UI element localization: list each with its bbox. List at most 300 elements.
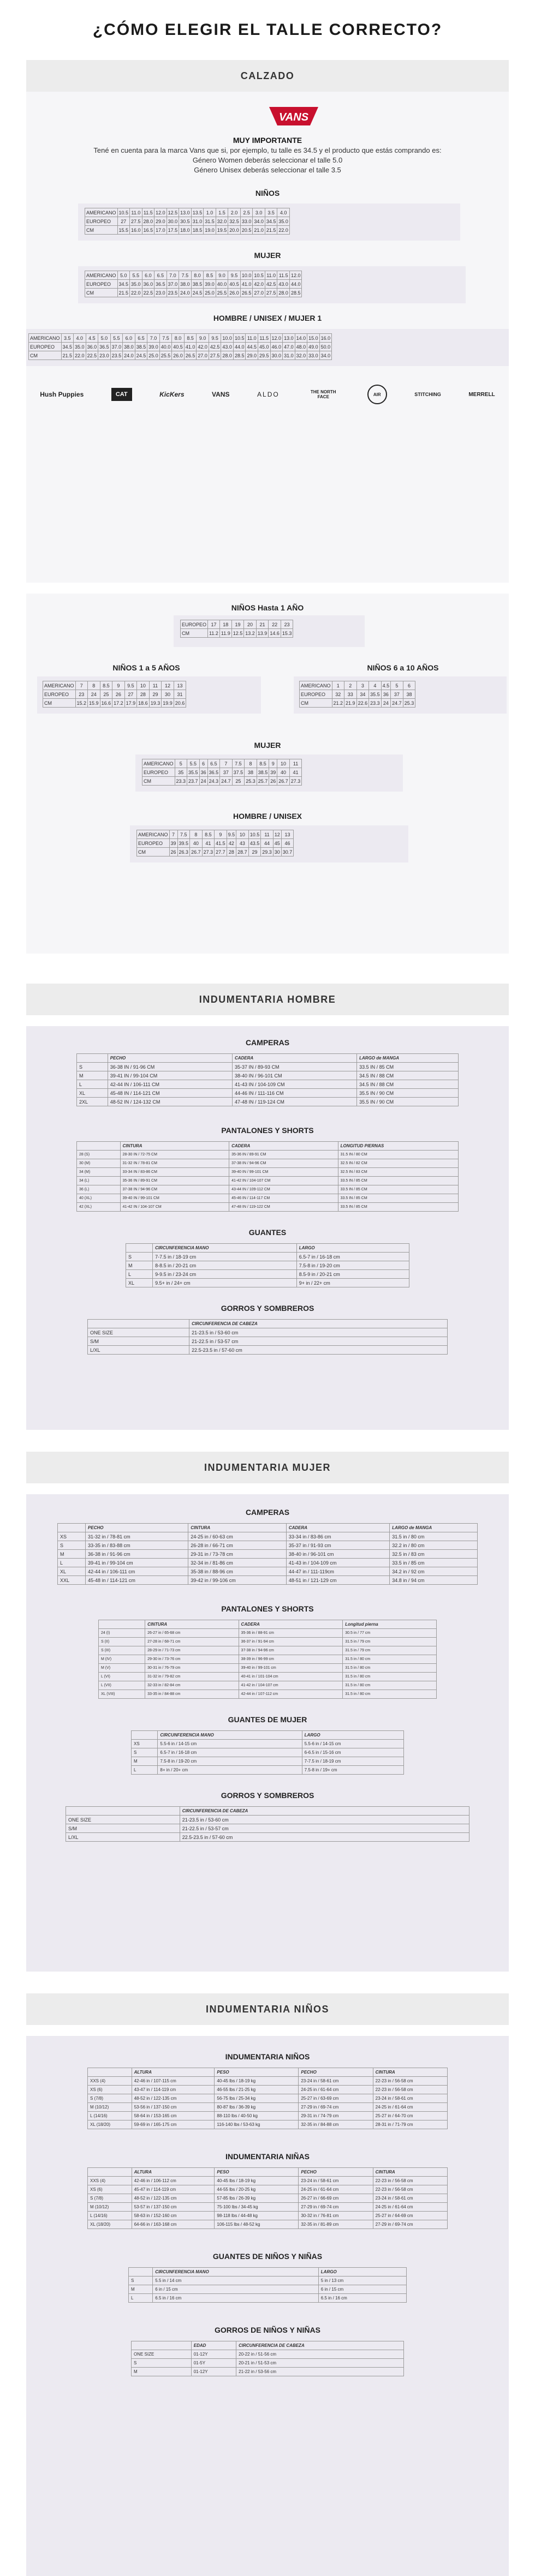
table-row bbox=[85, 226, 290, 235]
table-cell: 23.3 bbox=[175, 777, 187, 786]
table-cell: 27 bbox=[117, 217, 130, 226]
section-header-mujer: INDUMENTARIA MUJER bbox=[26, 1452, 509, 1483]
table-row bbox=[58, 1559, 478, 1567]
table-cell: S/M bbox=[66, 1824, 180, 1833]
column-header: CADERA bbox=[232, 1054, 356, 1063]
table-cell: 39 bbox=[269, 768, 277, 777]
table-cell: 8.0 bbox=[191, 271, 204, 280]
table-cell: 24.7 bbox=[391, 699, 403, 708]
table-cell: 8.5-9 in / 20-21 cm bbox=[296, 1270, 409, 1279]
table-row bbox=[88, 2077, 448, 2086]
column-header: PECHO bbox=[299, 2168, 373, 2177]
table-cell: 29-31 in / 73-78 cm bbox=[188, 1550, 287, 1559]
table-cell: 25-27 in / 64-70 cm bbox=[373, 2112, 447, 2120]
column-header: ALTURA bbox=[132, 2068, 215, 2077]
table-cell: 35.5 IN / 90 CM bbox=[357, 1098, 459, 1106]
table-row bbox=[66, 1833, 469, 1842]
note-line: Género Unisex deberás seleccionar el talle 3.5 bbox=[194, 166, 341, 174]
table-cell: 31.5 in / 80 cm bbox=[343, 1655, 437, 1664]
table-cell: 25.3 bbox=[403, 699, 415, 708]
pantalones-table bbox=[76, 1141, 459, 1212]
table-cell: 27.3 bbox=[202, 848, 215, 856]
table-cell: 5 bbox=[391, 681, 403, 690]
table-cell: 3 bbox=[356, 681, 369, 690]
table-cell: 1 bbox=[332, 681, 344, 690]
table-cell: 34.8 in / 94 cm bbox=[390, 1576, 478, 1585]
table-cell: 38-40 IN / 96-101 CM bbox=[232, 1071, 356, 1080]
table-cell: 33.0 bbox=[307, 351, 320, 360]
table-cell: 39-40 IN / 99-101 CM bbox=[120, 1194, 229, 1203]
table-cell: 19.0 bbox=[204, 226, 216, 235]
table-cell: 28-31 in / 71-79 cm bbox=[373, 2120, 447, 2129]
table-cell: 8+ in / 20+ cm bbox=[158, 1766, 302, 1775]
gorros-title: GORROS DE NIÑOS Y NIÑAS bbox=[215, 2326, 320, 2334]
table-row bbox=[43, 699, 186, 708]
table-row bbox=[58, 1541, 478, 1550]
table-cell: 12.0 bbox=[270, 334, 283, 343]
guantes-table bbox=[126, 1243, 409, 1287]
table-cell: 44.0 bbox=[289, 280, 302, 289]
table-cell: 31.5 in / 80 cm bbox=[390, 1532, 478, 1541]
table-cell: 46.0 bbox=[270, 343, 283, 351]
table-cell: 34 (M) bbox=[77, 1168, 121, 1177]
table-cell: 41-42 IN / 104-107 CM bbox=[120, 1203, 229, 1212]
table-cell: 31-32 IN / 78-81 CM bbox=[120, 1159, 229, 1168]
table-cell: 34.5 IN / 88 CM bbox=[357, 1080, 459, 1089]
table-cell: 36 bbox=[199, 768, 207, 777]
ninos-ropa-table bbox=[87, 2068, 448, 2129]
table-cell: S (7/8) bbox=[88, 2194, 132, 2203]
table-cell: 28-30 IN / 72-75 CM bbox=[120, 1151, 229, 1159]
table-cell: 19 bbox=[231, 620, 244, 629]
column-header: EDAD bbox=[191, 2341, 236, 2350]
row-label: AMERICANO bbox=[85, 208, 118, 217]
hombre-panel bbox=[26, 1026, 509, 1430]
table-cell: 88-110 lbs / 40-50 kg bbox=[215, 2112, 299, 2120]
hasta1-table bbox=[180, 620, 293, 638]
row-label: AMERICANO bbox=[300, 681, 332, 690]
table-row bbox=[137, 830, 294, 839]
table-cell: 45-48 in / 114-121 cm bbox=[86, 1576, 188, 1585]
table-cell: 14.6 bbox=[269, 629, 281, 638]
brand-logo: AIR bbox=[367, 385, 387, 404]
table-cell: 34.5 bbox=[265, 217, 277, 226]
table-row bbox=[43, 690, 186, 699]
table-cell: 4.5 bbox=[86, 334, 98, 343]
table-cell: 98-118 lbs / 44-48 kg bbox=[215, 2212, 299, 2220]
table-cell: 37.0 bbox=[110, 343, 123, 351]
table-cell: 11 bbox=[149, 681, 162, 690]
table-cell: 26.0 bbox=[228, 289, 241, 297]
table-cell: 1.5 bbox=[216, 208, 228, 217]
table-cell: 4.0 bbox=[277, 208, 290, 217]
table-cell: 12.5 bbox=[231, 629, 244, 638]
table-row bbox=[29, 334, 332, 343]
table-cell: 11.5 bbox=[258, 334, 271, 343]
table-cell: 6.5 bbox=[207, 759, 220, 768]
table-cell: 31.5 bbox=[204, 217, 216, 226]
table-cell: 29 bbox=[149, 690, 162, 699]
table-cell: 20.5 bbox=[240, 226, 253, 235]
column-header: PESO bbox=[215, 2168, 299, 2177]
row-label: CM bbox=[43, 699, 76, 708]
table-row bbox=[126, 1270, 409, 1279]
table-row bbox=[132, 2368, 404, 2376]
table-cell: 42.0 bbox=[253, 280, 265, 289]
table-cell: 34.5 IN / 88 CM bbox=[357, 1071, 459, 1080]
table-cell: 19.5 bbox=[216, 226, 228, 235]
table-cell: XL bbox=[58, 1567, 86, 1576]
hombre-table bbox=[28, 333, 332, 360]
column-header: PESO bbox=[215, 2068, 299, 2077]
table-cell: 27.0 bbox=[197, 351, 209, 360]
table-cell: 42 (XL) bbox=[77, 1203, 121, 1212]
table-cell: M bbox=[129, 2285, 153, 2294]
table-cell: 22-23 in / 56-58 cm bbox=[373, 2077, 447, 2086]
table-row bbox=[88, 2203, 448, 2212]
ninos-card bbox=[78, 203, 460, 241]
table-cell: 15.3 bbox=[281, 629, 293, 638]
table-cell: 39.0 bbox=[147, 343, 160, 351]
table-cell: 15.0 bbox=[307, 334, 320, 343]
table-cell: 29.5 bbox=[258, 351, 271, 360]
table-cell: 45-47 in / 114-119 cm bbox=[132, 2185, 215, 2194]
table-cell: 38.0 bbox=[123, 343, 135, 351]
table-cell: XL (18/20) bbox=[88, 2220, 132, 2229]
table-cell: S/M bbox=[88, 1337, 189, 1346]
table-cell: 42-46 in / 107-115 cm bbox=[132, 2077, 215, 2086]
table-row bbox=[99, 1673, 437, 1681]
table-cell: 24.0 bbox=[123, 351, 135, 360]
table-row bbox=[181, 629, 293, 638]
table-cell: 30.5 bbox=[179, 217, 192, 226]
table-cell: 33.0 bbox=[240, 217, 253, 226]
table-cell: M bbox=[126, 1261, 153, 1270]
section-header-ninos: INDUMENTARIA NIÑOS bbox=[26, 1993, 509, 2025]
table-row bbox=[77, 1177, 459, 1185]
table-cell: 2.5 bbox=[240, 208, 253, 217]
table-cell: 40.0 bbox=[216, 280, 228, 289]
table-cell: 4.5 bbox=[381, 681, 391, 690]
table-cell: 32 bbox=[332, 690, 344, 699]
table-cell: XXL bbox=[58, 1576, 86, 1585]
table-row bbox=[85, 271, 302, 280]
row-label: CM bbox=[142, 777, 175, 786]
table-header-row bbox=[66, 1807, 469, 1816]
table-cell: M (IV) bbox=[99, 1655, 145, 1664]
table-cell: 18.5 bbox=[191, 226, 204, 235]
table-cell: 31.0 bbox=[283, 351, 295, 360]
table-cell: 3.0 bbox=[253, 208, 265, 217]
table-cell: 45 bbox=[273, 839, 281, 848]
row-label: EUROPEO bbox=[29, 343, 62, 351]
table-cell: 41.0 bbox=[184, 343, 197, 351]
calzado-panel bbox=[26, 92, 509, 583]
table-cell: 48-52 IN / 124-132 CM bbox=[108, 1098, 232, 1106]
table-cell: 24 bbox=[381, 699, 391, 708]
table-cell: 26.7 bbox=[190, 848, 203, 856]
table-cell: 11 bbox=[289, 759, 302, 768]
table-cell: L/XL bbox=[66, 1833, 180, 1842]
table-cell: 5.5-6 in / 14-15 cm bbox=[158, 1740, 302, 1748]
camperas-title: CAMPERAS bbox=[245, 1038, 290, 1047]
table-cell: 41.0 bbox=[240, 280, 253, 289]
svg-text:VANS: VANS bbox=[278, 111, 309, 123]
table-cell: 20-21 in / 51-53 cm bbox=[236, 2359, 404, 2368]
table-cell: 20.6 bbox=[174, 699, 186, 708]
table-cell: 22.6 bbox=[356, 699, 369, 708]
table-cell: 8.5 bbox=[202, 830, 215, 839]
table-cell: 12.5 bbox=[167, 208, 179, 217]
table-cell: 35-37 IN / 89-93 CM bbox=[232, 1063, 356, 1071]
camperas-title: CAMPERAS bbox=[245, 1508, 290, 1517]
table-cell: 44.5 bbox=[246, 343, 258, 351]
table-row bbox=[129, 2277, 407, 2285]
table-cell: 43.5 bbox=[248, 839, 261, 848]
table-cell: L bbox=[129, 2294, 153, 2303]
table-cell: 48-52 in / 122-135 cm bbox=[132, 2194, 215, 2203]
table-header-row bbox=[77, 1054, 459, 1063]
table-cell: L bbox=[126, 1270, 153, 1279]
table-cell: 26.5 bbox=[240, 289, 253, 297]
table-cell: 36.0 bbox=[142, 280, 154, 289]
gorros-title: GORROS Y SOMBREROS bbox=[221, 1304, 314, 1313]
table-row bbox=[85, 280, 302, 289]
table-cell: 9 bbox=[215, 830, 227, 839]
table-row bbox=[88, 2185, 448, 2194]
table-cell: 25.0 bbox=[147, 351, 160, 360]
table-cell: 57-85 lbs / 26-39 kg bbox=[215, 2194, 299, 2203]
table-cell: 27.5 bbox=[265, 289, 277, 297]
table-cell: 16.5 bbox=[142, 226, 154, 235]
ninos-panel bbox=[26, 2036, 509, 2576]
table-cell: S (III) bbox=[99, 1646, 145, 1655]
table-cell: 25.7 bbox=[257, 777, 269, 786]
table-cell: 23.0 bbox=[98, 351, 111, 360]
hombre2-table bbox=[136, 830, 294, 856]
table-cell: S bbox=[132, 1748, 158, 1757]
table-header-row bbox=[88, 2168, 448, 2177]
camperas-table bbox=[76, 1053, 459, 1106]
column-header bbox=[132, 1731, 158, 1740]
table-cell: 45-48 IN / 114-121 CM bbox=[108, 1089, 232, 1098]
table-cell: 24-25 in / 61-64 cm bbox=[299, 2185, 373, 2194]
ninos-title: NIÑOS bbox=[255, 189, 280, 197]
table-cell: 20 bbox=[244, 620, 257, 629]
table-row bbox=[132, 1740, 404, 1748]
table-cell: 47.0 bbox=[283, 343, 295, 351]
table-cell: 33.5 IN / 85 CM bbox=[338, 1185, 458, 1194]
table-cell: 24-25 in / 61-64 cm bbox=[373, 2103, 447, 2112]
table-cell: 21.9 bbox=[344, 699, 357, 708]
table-row bbox=[126, 1279, 409, 1287]
table-row bbox=[88, 2094, 448, 2103]
table-cell: 24-25 in / 61-64 cm bbox=[373, 2203, 447, 2212]
table-cell: 37 bbox=[220, 768, 233, 777]
table-cell: 26-28 in / 66-71 cm bbox=[188, 1541, 287, 1550]
brand-logo: KicKers bbox=[159, 391, 185, 398]
table-cell: 8 bbox=[88, 681, 100, 690]
table-cell: 28.0 bbox=[221, 351, 234, 360]
table-cell: 8.5 bbox=[257, 759, 269, 768]
row-label: CM bbox=[181, 629, 208, 638]
table-cell: 32.2 in / 80 cm bbox=[390, 1541, 478, 1550]
table-cell: S (II) bbox=[99, 1638, 145, 1646]
gorros-table bbox=[87, 1319, 448, 1355]
pantalones-title: PANTALONES Y SHORTS bbox=[221, 1126, 314, 1135]
table-cell: 13.5 bbox=[191, 208, 204, 217]
table-cell: 56-75 lbs / 25-34 kg bbox=[215, 2094, 299, 2103]
table-cell: 6 bbox=[403, 681, 415, 690]
table-cell: 35.5 bbox=[369, 690, 382, 699]
row-label: AMERICANO bbox=[85, 271, 118, 280]
table-cell: S bbox=[77, 1063, 108, 1071]
column-header: LARGO bbox=[296, 1244, 409, 1253]
table-row bbox=[77, 1080, 459, 1089]
table-cell: 7.0 bbox=[147, 334, 160, 343]
table-cell: 13.2 bbox=[244, 629, 257, 638]
table-row bbox=[77, 1168, 459, 1177]
column-header bbox=[126, 1244, 153, 1253]
table-cell: 21.5 bbox=[265, 226, 277, 235]
table-cell: 36 bbox=[381, 690, 391, 699]
table-row bbox=[137, 848, 294, 856]
table-cell: 10.5 bbox=[248, 830, 261, 839]
table-cell: 38.5 bbox=[257, 768, 269, 777]
table-cell: L bbox=[77, 1080, 108, 1089]
table-cell: 28 (S) bbox=[77, 1151, 121, 1159]
table-cell: 12 bbox=[273, 830, 281, 839]
table-row bbox=[88, 1328, 448, 1337]
table-cell: 25.0 bbox=[204, 289, 216, 297]
table-cell: 25-27 in / 64-69 cm bbox=[373, 2212, 447, 2220]
row-label: EUROPEO bbox=[85, 280, 118, 289]
table-cell: 25 bbox=[232, 777, 245, 786]
table-cell: 36-38 in / 91-96 cm bbox=[86, 1550, 188, 1559]
table-cell: XS bbox=[132, 1740, 158, 1748]
column-header: CIRCUNFERENCIA DE CABEZA bbox=[236, 2341, 404, 2350]
table-cell: S bbox=[126, 1253, 153, 1261]
row-label: EUROPEO bbox=[137, 839, 170, 848]
table-cell: 23 bbox=[75, 690, 88, 699]
column-header: LARGO de MANGA bbox=[390, 1524, 478, 1532]
table-row bbox=[77, 1071, 459, 1080]
table-cell: L (14/16) bbox=[88, 2112, 132, 2120]
brand-logo: CAT bbox=[111, 388, 132, 401]
table-cell: 27-29 in / 69-74 cm bbox=[299, 2203, 373, 2212]
table-cell: 44-55 lbs / 20-25 kg bbox=[215, 2185, 299, 2194]
table-cell: 35.0 bbox=[130, 280, 142, 289]
table-cell: 10.5 bbox=[117, 208, 130, 217]
table-cell: 01-5Y bbox=[191, 2359, 236, 2368]
table-cell: 7.5 bbox=[177, 830, 190, 839]
table-cell: 7 bbox=[169, 830, 177, 839]
table-cell: 29.0 bbox=[154, 217, 167, 226]
table-cell: 7.5 bbox=[159, 334, 172, 343]
table-cell: 8-8.5 in / 20-21 cm bbox=[153, 1261, 297, 1270]
table-cell: 34 (L) bbox=[77, 1177, 121, 1185]
table-cell: 33.5 IN / 85 CM bbox=[338, 1194, 458, 1203]
table-cell: 39-40 IN / 99-101 CM bbox=[229, 1168, 338, 1177]
column-header bbox=[99, 1620, 145, 1629]
table-cell: 23.7 bbox=[187, 777, 200, 786]
guantes-title: GUANTES bbox=[248, 1228, 287, 1237]
table-cell: 25.5 bbox=[216, 289, 228, 297]
table-cell: 6.5 in / 16 cm bbox=[153, 2294, 319, 2303]
table-cell: M bbox=[132, 1757, 158, 1766]
table-cell: 7-7.5 in / 18-19 cm bbox=[153, 1253, 297, 1261]
table-cell: 12 bbox=[162, 681, 174, 690]
table-cell: 28.7 bbox=[236, 848, 249, 856]
table-cell: 34.2 in / 92 cm bbox=[390, 1567, 478, 1576]
table-row bbox=[129, 2294, 407, 2303]
table-cell: M (V) bbox=[99, 1664, 145, 1673]
table-cell: 80-87 lbs / 36-39 kg bbox=[215, 2103, 299, 2112]
table-cell: 23.5 bbox=[110, 351, 123, 360]
table-cell: 23 bbox=[281, 620, 293, 629]
table-cell: 13 bbox=[174, 681, 186, 690]
table-cell: 28.5 bbox=[289, 289, 302, 297]
table-cell: 28 bbox=[137, 690, 150, 699]
table-cell: 42 bbox=[227, 839, 236, 848]
table-cell: 17 bbox=[208, 620, 220, 629]
table-cell: 116-140 lbs / 53-63 kg bbox=[215, 2120, 299, 2129]
table-cell: 23-24 in / 58-61 cm bbox=[299, 2077, 373, 2086]
table-cell: 29-30 in / 73-76 cm bbox=[145, 1655, 239, 1664]
table-cell: 5.5 bbox=[110, 334, 123, 343]
table-cell: 44.0 bbox=[233, 343, 246, 351]
table-row bbox=[77, 1098, 459, 1106]
table-cell: 16.0 bbox=[130, 226, 142, 235]
table-row bbox=[88, 2177, 448, 2185]
table-cell: 33-35 in / 84-88 cm bbox=[145, 1690, 239, 1699]
table-row bbox=[132, 1766, 404, 1775]
column-header: CIRCUNFERENCIA MANO bbox=[153, 1244, 297, 1253]
column-header: LARGO bbox=[302, 1731, 403, 1740]
ninos-ropa-title: INDUMENTARIA NIÑOS bbox=[225, 2052, 310, 2061]
column-header bbox=[129, 2268, 153, 2277]
table-cell: 8.5 bbox=[204, 271, 216, 280]
table-cell: S bbox=[58, 1541, 86, 1550]
table-cell: 32.0 bbox=[216, 217, 228, 226]
column-header bbox=[77, 1142, 121, 1151]
table-cell: M bbox=[58, 1550, 86, 1559]
table-cell: 6.0 bbox=[142, 271, 154, 280]
table-cell: 15.2 bbox=[75, 699, 88, 708]
table-cell: 28 bbox=[227, 848, 236, 856]
table-cell: 34 bbox=[356, 690, 369, 699]
table-cell: 9+ in / 22+ cm bbox=[296, 1279, 409, 1287]
mujer-card bbox=[78, 266, 466, 303]
column-header bbox=[88, 1320, 189, 1328]
table-cell: 24 (I) bbox=[99, 1629, 145, 1638]
table-row bbox=[137, 839, 294, 848]
table-cell: 7.5-8 in / 19-20 cm bbox=[158, 1757, 302, 1766]
row-label: EUROPEO bbox=[181, 620, 208, 629]
table-cell: 7.0 bbox=[167, 271, 179, 280]
table-cell: 47-48 IN / 119-124 CM bbox=[232, 1098, 356, 1106]
table-row bbox=[99, 1664, 437, 1673]
ninos-table bbox=[85, 208, 290, 235]
table-cell: 22.5 bbox=[86, 351, 98, 360]
table-cell: 4.0 bbox=[74, 334, 86, 343]
table-row bbox=[88, 2103, 448, 2112]
table-cell: 42-44 in / 107-112 cm bbox=[239, 1690, 343, 1699]
table-cell: 42.0 bbox=[197, 343, 209, 351]
column-header bbox=[77, 1054, 108, 1063]
table-cell: 31-32 in / 79-82 cm bbox=[145, 1673, 239, 1681]
hasta1-card bbox=[174, 615, 365, 647]
